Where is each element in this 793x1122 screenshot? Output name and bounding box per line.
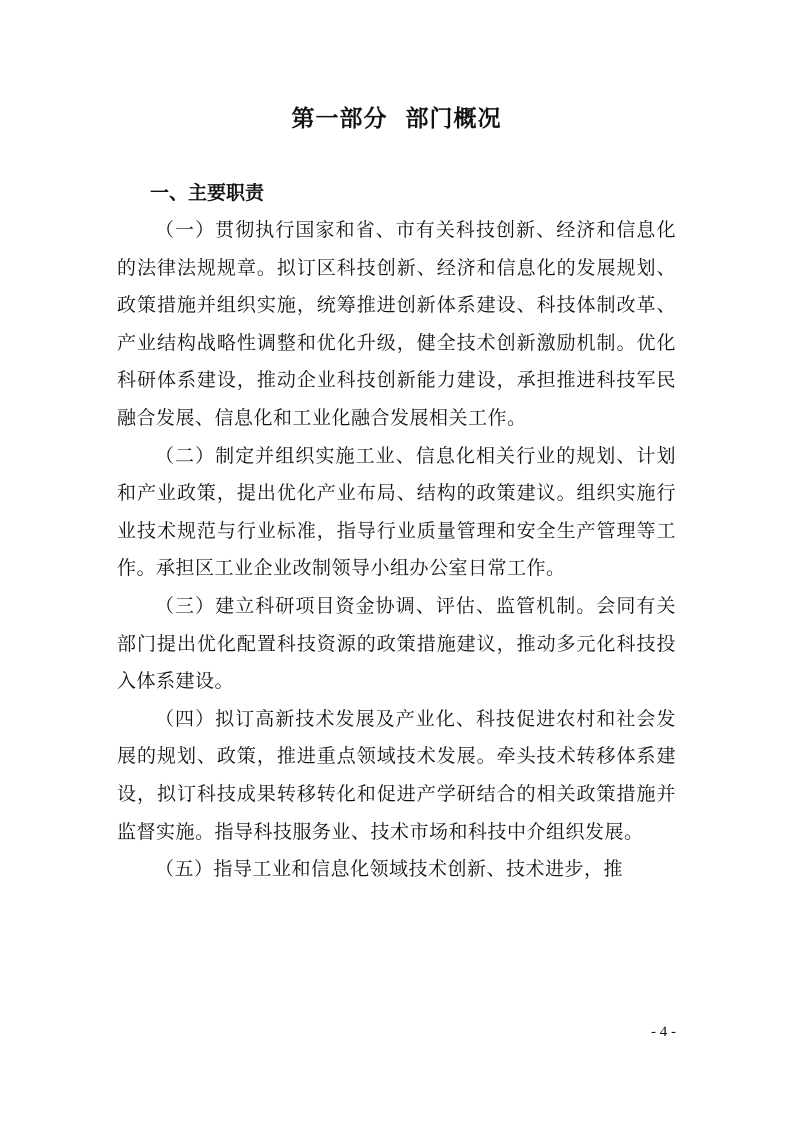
paragraph-2: （二）制定并组织实施工业、信息化相关行业的规划、计划和产业政策，提出优化产业布局、结构的政策建议。组织实施行业技术规范与行业标准，指导行业质量管理和安全生产管理等工作。承担区工业企业改制领导小组办公室日常工作。 bbox=[117, 444, 676, 580]
paragraph-5: （五）指导工业和信息化领域技术创新、技术进步，推 bbox=[155, 858, 624, 881]
paragraph-4: （四）拟订高新技术发展及产业化、科技促进农村和社会发展的规划、政策，推进重点领域技术发展。牵头技术转移体系建设，拟订科技成果转移转化和促进产学研结合的相关政策措施并监督实施。指导科技服务业、技术市场和科技中介组织发展。 bbox=[117, 707, 676, 843]
page-number: - 4 - bbox=[651, 1024, 676, 1040]
document-body bbox=[117, 212, 676, 889]
paragraph-1: （一）贯彻执行国家和省、市有关科技创新、经济和信息化的法律法规规章。拟订区科技创新、经济和信息化的发展规划、政策措施并组织实施，统筹推进创新体系建设、科技体制改革、产业结构战略性调整和优化升级，健全技术创新激励机制。优化科研体系建设，推动企业科技创新能力建设，承担推进科技军民融合发展、信息化和工业化融合发展相关工作。 bbox=[117, 219, 676, 429]
paragraph-3: （三）建立科研项目资金协调、评估、监管机制。会同有关部门提出优化配置科技资源的政策措施建议，推动多元化科技投入体系建设。 bbox=[117, 594, 676, 693]
page-title: 第一部分 部门概况 bbox=[291, 106, 502, 132]
section-heading: 一、主要职责 bbox=[150, 182, 265, 204]
